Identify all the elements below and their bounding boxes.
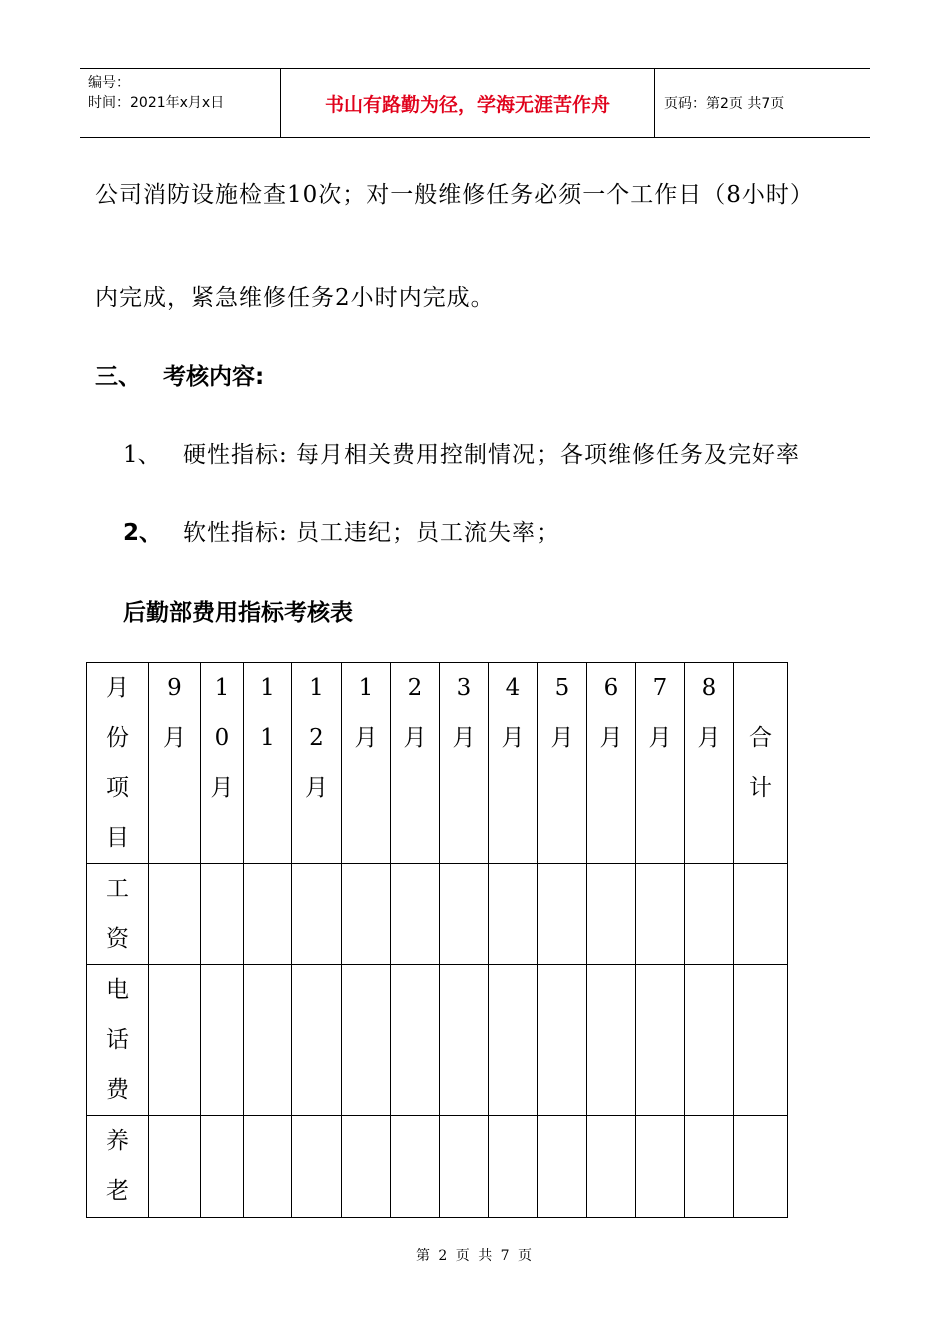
month-header-cell: 7月 — [636, 663, 685, 864]
row-label-cell: 工资 — [87, 864, 149, 965]
month-header-cell: 3月 — [440, 663, 489, 864]
row-label-cell: 养老 — [87, 1116, 149, 1218]
list-item-number: 2、 — [123, 520, 163, 546]
serial-label: 编号： — [88, 75, 130, 91]
month-header-cell: 2月 — [391, 663, 440, 864]
total-header-cell: 合计 — [734, 663, 788, 864]
list-item — [123, 436, 883, 466]
header-motto: 书山有路勤为径，学海无涯苦作舟 — [281, 69, 655, 137]
month-header-cell: 12月 — [292, 663, 342, 864]
month-header-cell: 11 — [244, 663, 292, 864]
list-item-text: 软性指标: 员工违纪；员工流失率； — [183, 520, 561, 546]
section-heading — [95, 358, 264, 391]
table-row — [87, 1116, 788, 1218]
header-page-label: 页码：第2页 共7页 — [664, 96, 785, 112]
table-row — [87, 965, 788, 1116]
document-header — [80, 68, 870, 138]
month-header-cell: 5月 — [538, 663, 587, 864]
month-header-cell: 6月 — [587, 663, 636, 864]
month-header-cell: 8月 — [685, 663, 734, 864]
table-caption: 后勤部费用指标考核表 — [123, 600, 353, 626]
time-label: 时间：2021年x月x日 — [88, 95, 225, 111]
month-header-cell: 9月 — [149, 663, 201, 864]
list-item — [123, 514, 883, 544]
month-header-cell: 4月 — [489, 663, 538, 864]
section-number: 三、 — [95, 364, 141, 390]
section-title: 考核内容: — [163, 364, 265, 390]
table-row — [87, 864, 788, 965]
table-header-row — [87, 663, 788, 864]
body-line-2: 内完成，紧急维修任务2小时内完成。 — [95, 285, 495, 311]
row-label-cell: 电话费 — [87, 965, 149, 1116]
page-footer: 第 2 页 共 7 页 — [415, 1248, 535, 1264]
list-item-number: 1、 — [123, 442, 161, 468]
header-meta — [80, 69, 281, 137]
month-header-cell: 1月 — [342, 663, 391, 864]
table-corner-cell: 月份项目 — [87, 663, 149, 864]
body-line-1: 公司消防设施检查10次；对一般维修任务必须一个工作日（8小时） — [95, 182, 814, 208]
fee-assessment-table — [86, 662, 788, 1218]
month-header-cell: 10月 — [201, 663, 244, 864]
list-item-text: 硬性指标: 每月相关费用控制情况；各项维修任务及完好率 — [183, 442, 801, 468]
